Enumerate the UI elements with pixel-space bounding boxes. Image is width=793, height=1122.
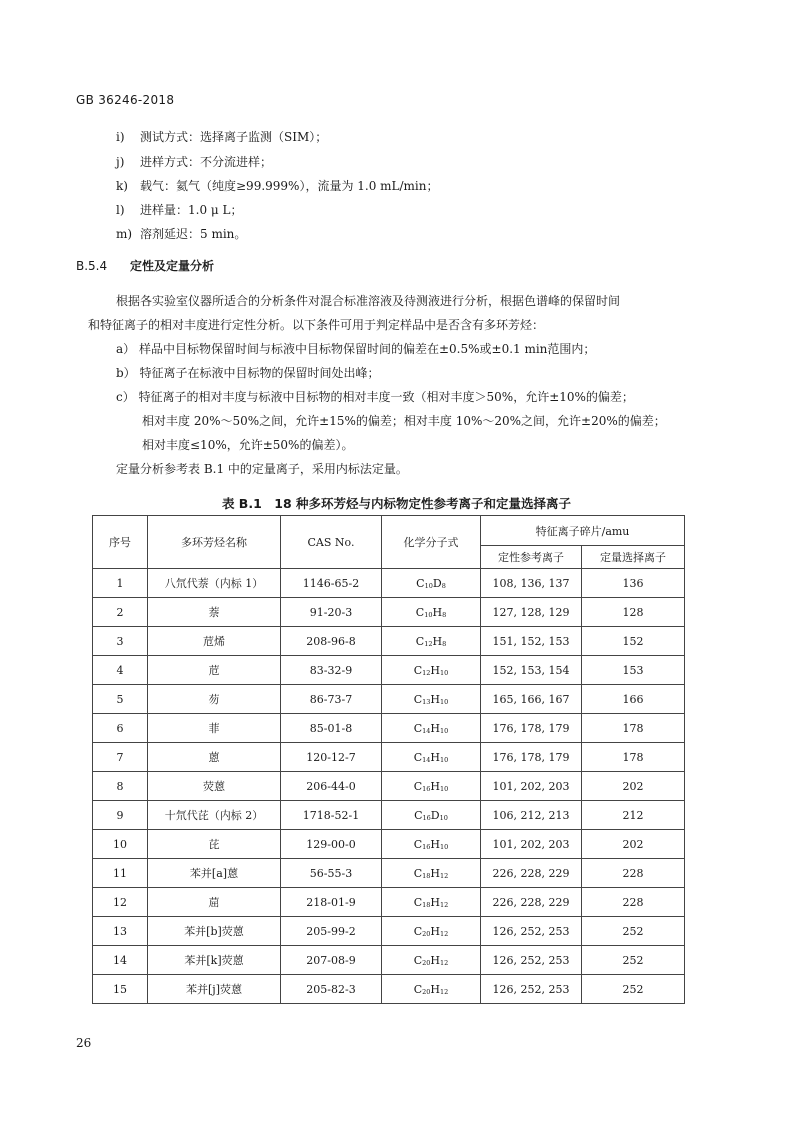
- section-title: 定性及定量分析: [130, 259, 215, 273]
- table-row: [93, 772, 685, 801]
- formula-element: H: [430, 924, 440, 938]
- formula-element: C: [413, 837, 423, 851]
- cell-cas: 218-01-9: [281, 888, 382, 917]
- formula-element: C: [414, 808, 423, 822]
- condition-text: 溶剂延迟：5 min。: [140, 227, 247, 241]
- cell-name: 苯并[k]荧蒽: [148, 946, 281, 975]
- table-row: [93, 627, 685, 656]
- cell-seq: 5: [93, 685, 148, 714]
- formula-subscript: 8: [442, 639, 447, 648]
- cell-name: 苯并[a]蒽: [148, 859, 281, 888]
- cell-name: 苯并[j]荧蒽: [148, 975, 281, 1004]
- formula-element: C: [413, 779, 423, 793]
- formula-subscript: 12: [440, 987, 449, 996]
- cell-seq: 9: [93, 801, 148, 830]
- formula-subscript: 20: [422, 987, 431, 996]
- cell-qualitative-ions: 176, 178, 179: [481, 714, 582, 743]
- cell-quantitative-ion: 178: [582, 714, 685, 743]
- table-row: [93, 714, 685, 743]
- cell-name: 苊: [148, 656, 281, 685]
- formula-element: H: [430, 895, 440, 909]
- cell-quantitative-ion: 228: [582, 859, 685, 888]
- cell-cas: 205-82-3: [281, 975, 382, 1004]
- condition-marker: j): [116, 155, 125, 169]
- table-row: [93, 801, 685, 830]
- cell-cas: 85-01-8: [281, 714, 382, 743]
- formula-element: H: [432, 605, 443, 619]
- header-name: 多环芳烃名称: [148, 516, 281, 569]
- cell-quantitative-ion: 178: [582, 743, 685, 772]
- formula-element: H: [430, 750, 440, 764]
- cell-quantitative-ion: 128: [582, 598, 685, 627]
- header-quantitative-ion: 定量选择离子: [582, 546, 685, 569]
- cell-formula: [382, 569, 481, 598]
- formula-element: C: [413, 924, 423, 938]
- cell-qualitative-ions: 108, 136, 137: [481, 569, 582, 598]
- intro-line-1: 根据各实验室仪器所适合的分析条件对混合标准溶液及待测液进行分析，根据色谱峰的保留时间: [116, 294, 621, 308]
- cell-cas: 91-20-3: [281, 598, 382, 627]
- condition-text: 进样量：1.0 μ L；: [140, 203, 243, 217]
- formula-subscript: 12: [424, 639, 433, 648]
- cell-name: 苊烯: [148, 627, 281, 656]
- cell-quantitative-ion: 152: [582, 627, 685, 656]
- formula-subscript: 14: [422, 755, 431, 764]
- cell-formula: [382, 685, 481, 714]
- formula-subscript: 12: [440, 929, 449, 938]
- cell-quantitative-ion: 228: [582, 888, 685, 917]
- formula-element: C: [413, 750, 423, 764]
- formula-element: C: [413, 953, 423, 967]
- cell-qualitative-ions: 165, 166, 167: [481, 685, 582, 714]
- formula-element: C: [413, 663, 423, 677]
- criterion-a: a） 样品中目标物保留时间与标液中目标物保留时间的偏差在±0.5%或±0.1 min范围内；: [116, 342, 596, 356]
- cell-seq: 10: [93, 830, 148, 859]
- intro-line-2: 和特征离子的相对丰度进行定性分析。以下条件可用于判定样品中是否含有多环芳烃：: [88, 318, 545, 332]
- formula-subscript: 8: [441, 581, 446, 590]
- cell-qualitative-ions: 152, 153, 154: [481, 656, 582, 685]
- cell-qualitative-ions: 151, 152, 153: [481, 627, 582, 656]
- formula-subscript: 18: [422, 871, 431, 880]
- formula-element: H: [430, 721, 440, 735]
- condition-marker: l): [116, 203, 125, 217]
- formula-element: H: [430, 663, 440, 677]
- formula-element: C: [413, 866, 423, 880]
- cell-seq: 8: [93, 772, 148, 801]
- formula-subscript: 10: [440, 668, 449, 677]
- formula-element: C: [413, 721, 423, 735]
- formula-element: C: [413, 692, 423, 706]
- formula-subscript: 10: [440, 726, 449, 735]
- formula-subscript: 12: [440, 871, 449, 880]
- formula-subscript: 20: [422, 929, 431, 938]
- table-row: [93, 830, 685, 859]
- formula-subscript: 16: [422, 842, 431, 851]
- formula-element: C: [413, 895, 423, 909]
- section-heading: [76, 257, 214, 274]
- standard-code: GB 36246-2018: [76, 93, 175, 107]
- condition-item-m: [116, 225, 246, 242]
- cell-quantitative-ion: 212: [582, 801, 685, 830]
- cell-name: 蒽: [148, 743, 281, 772]
- condition-text: 测试方式：选择离子监测（SIM）；: [140, 130, 328, 144]
- header-formula: 化学分子式: [382, 516, 481, 569]
- cell-cas: 205-99-2: [281, 917, 382, 946]
- cell-formula: [382, 975, 481, 1004]
- formula-element: H: [430, 779, 440, 793]
- formula-subscript: 10: [440, 784, 449, 793]
- cell-cas: 208-96-8: [281, 627, 382, 656]
- formula-subscript: 12: [422, 668, 431, 677]
- criterion-b: b） 特征离子在标液中目标物的保留时间处出峰；: [116, 366, 380, 380]
- cell-qualitative-ions: 101, 202, 203: [481, 772, 582, 801]
- formula-element: C: [415, 634, 425, 648]
- table-row: [93, 598, 685, 627]
- cell-name: 荧蒽: [148, 772, 281, 801]
- cell-seq: 2: [93, 598, 148, 627]
- formula-element: C: [415, 605, 425, 619]
- cell-seq: 13: [93, 917, 148, 946]
- criterion-c-line-1: c） 特征离子的相对丰度与标液中目标物的相对丰度一致（相对丰度＞50%，允许±10%的偏差；: [116, 390, 634, 404]
- cell-formula: [382, 917, 481, 946]
- formula-subscript: 16: [422, 813, 431, 822]
- cell-qualitative-ions: 126, 252, 253: [481, 975, 582, 1004]
- cell-cas: 207-08-9: [281, 946, 382, 975]
- formula-element: H: [430, 837, 440, 851]
- formula-element: H: [430, 953, 440, 967]
- condition-marker: k): [116, 179, 128, 193]
- cell-seq: 7: [93, 743, 148, 772]
- condition-marker: i): [116, 130, 125, 144]
- formula-subscript: 8: [442, 610, 447, 619]
- cell-seq: 1: [93, 569, 148, 598]
- cell-quantitative-ion: 153: [582, 656, 685, 685]
- cell-quantitative-ion: 202: [582, 830, 685, 859]
- cell-formula: [382, 714, 481, 743]
- cell-cas: 120-12-7: [281, 743, 382, 772]
- formula-subscript: 10: [439, 813, 448, 822]
- cell-seq: 12: [93, 888, 148, 917]
- formula-subscript: 18: [422, 900, 431, 909]
- pah-ion-table: [92, 515, 685, 1004]
- cell-formula: [382, 888, 481, 917]
- cell-quantitative-ion: 252: [582, 917, 685, 946]
- header-seq: 序号: [93, 516, 148, 569]
- cell-qualitative-ions: 126, 252, 253: [481, 946, 582, 975]
- condition-item-i: [116, 128, 327, 145]
- cell-name: 菲: [148, 714, 281, 743]
- table-row: [93, 917, 685, 946]
- formula-subscript: 10: [424, 610, 433, 619]
- cell-cas: 86-73-7: [281, 685, 382, 714]
- cell-name: 苯并[b]荧蒽: [148, 917, 281, 946]
- formula-subscript: 16: [422, 784, 431, 793]
- condition-item-j: [116, 153, 272, 170]
- page-number: 26: [76, 1036, 92, 1050]
- header-qualitative-ions: 定性参考离子: [481, 546, 582, 569]
- condition-item-k: [116, 177, 439, 194]
- cell-qualitative-ions: 126, 252, 253: [481, 917, 582, 946]
- cell-seq: 3: [93, 627, 148, 656]
- cell-cas: 206-44-0: [281, 772, 382, 801]
- formula-subscript: 20: [422, 958, 431, 967]
- formula-subscript: 10: [440, 755, 449, 764]
- cell-seq: 15: [93, 975, 148, 1004]
- formula-element: H: [430, 692, 440, 706]
- formula-subscript: 14: [422, 726, 431, 735]
- cell-qualitative-ions: 226, 228, 229: [481, 859, 582, 888]
- cell-quantitative-ion: 166: [582, 685, 685, 714]
- condition-marker: m): [116, 227, 133, 241]
- cell-name: 萘: [148, 598, 281, 627]
- cell-quantitative-ion: 136: [582, 569, 685, 598]
- cell-name: 䓛: [148, 888, 281, 917]
- cell-formula: [382, 801, 481, 830]
- cell-cas: 129-00-0: [281, 830, 382, 859]
- cell-seq: 4: [93, 656, 148, 685]
- cell-cas: 83-32-9: [281, 656, 382, 685]
- cell-name: 十氘代芘（内标 2）: [148, 801, 281, 830]
- cell-formula: [382, 656, 481, 685]
- table-row: [93, 569, 685, 598]
- condition-item-l: [116, 201, 242, 218]
- header-cas: CAS No.: [281, 516, 382, 569]
- formula-subscript: 13: [422, 697, 431, 706]
- cell-seq: 14: [93, 946, 148, 975]
- header-ion-fragments: 特征离子碎片/amu: [481, 516, 685, 546]
- table-row: [93, 975, 685, 1004]
- cell-formula: [382, 946, 481, 975]
- table-row: [93, 859, 685, 888]
- cell-quantitative-ion: 252: [582, 975, 685, 1004]
- cell-qualitative-ions: 101, 202, 203: [481, 830, 582, 859]
- table-caption: 表 B.1 18 种多环芳烃与内标物定性参考离子和定量选择离子: [221, 496, 572, 511]
- formula-element: C: [416, 576, 425, 590]
- formula-element: D: [430, 808, 440, 822]
- cell-qualitative-ions: 127, 128, 129: [481, 598, 582, 627]
- formula-element: H: [430, 982, 440, 996]
- cell-cas: 56-55-3: [281, 859, 382, 888]
- table-row: [93, 743, 685, 772]
- cell-formula: [382, 772, 481, 801]
- section-number: B.5.4: [76, 259, 108, 273]
- condition-text: 载气：氦气（纯度≥99.999%），流量为 1.0 mL/min；: [140, 179, 439, 193]
- criterion-c-line-2: 相对丰度 20%～50%之间，允许±15%的偏差；相对丰度 10%～20%之间，允许±20%的偏差；: [142, 414, 666, 428]
- criterion-c-line-3: 相对丰度≤10%，允许±50%的偏差）。: [142, 438, 354, 452]
- formula-subscript: 10: [440, 842, 449, 851]
- formula-subscript: 10: [440, 697, 449, 706]
- cell-qualitative-ions: 106, 212, 213: [481, 801, 582, 830]
- table-row: [93, 685, 685, 714]
- cell-quantitative-ion: 202: [582, 772, 685, 801]
- table-row: [93, 656, 685, 685]
- formula-element: C: [413, 982, 423, 996]
- cell-qualitative-ions: 226, 228, 229: [481, 888, 582, 917]
- table-row: [93, 946, 685, 975]
- table-row: [93, 888, 685, 917]
- cell-seq: 6: [93, 714, 148, 743]
- cell-formula: [382, 627, 481, 656]
- cell-cas: 1146-65-2: [281, 569, 382, 598]
- cell-seq: 11: [93, 859, 148, 888]
- cell-cas: 1718-52-1: [281, 801, 382, 830]
- cell-name: 八氘代萘（内标 1）: [148, 569, 281, 598]
- formula-subscript: 10: [424, 581, 433, 590]
- cell-formula: [382, 859, 481, 888]
- quantitation-line: 定量分析参考表 B.1 中的定量离子，采用内标法定量。: [116, 462, 408, 476]
- cell-name: 芴: [148, 685, 281, 714]
- formula-subscript: 12: [440, 958, 449, 967]
- formula-element: H: [432, 634, 443, 648]
- cell-formula: [382, 830, 481, 859]
- cell-name: 芘: [148, 830, 281, 859]
- cell-qualitative-ions: 176, 178, 179: [481, 743, 582, 772]
- formula-element: D: [432, 576, 442, 590]
- cell-formula: [382, 743, 481, 772]
- cell-quantitative-ion: 252: [582, 946, 685, 975]
- cell-formula: [382, 598, 481, 627]
- formula-element: H: [430, 866, 440, 880]
- formula-subscript: 12: [440, 900, 449, 909]
- condition-text: 进样方式：不分流进样；: [140, 155, 273, 169]
